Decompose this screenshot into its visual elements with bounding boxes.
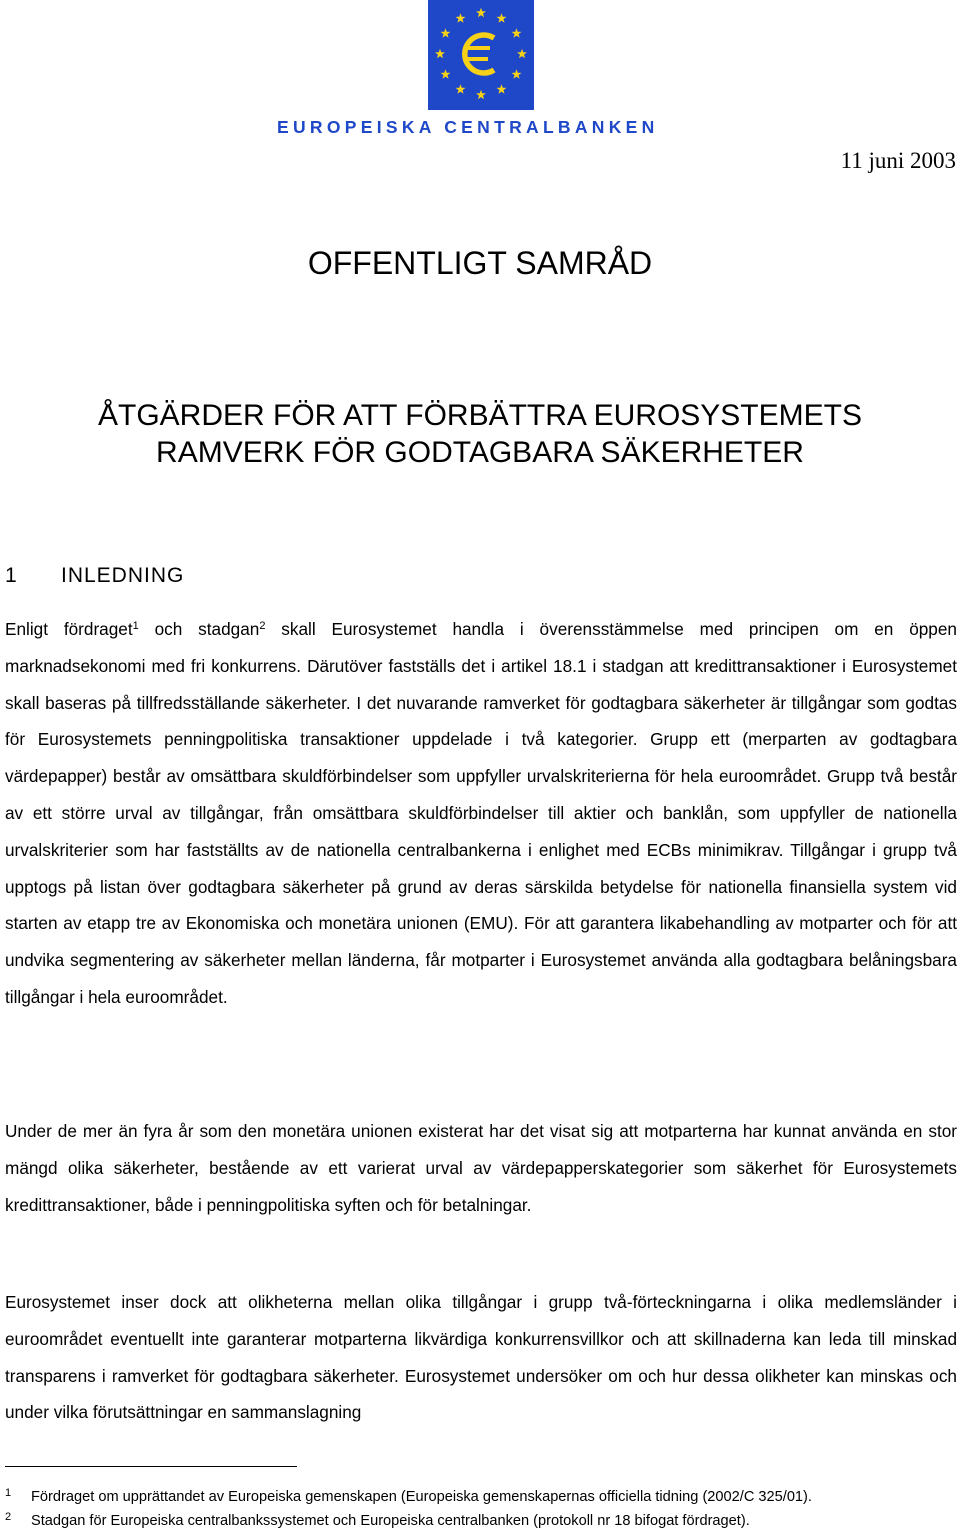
section-number: 1 bbox=[5, 564, 18, 587]
star-icon bbox=[517, 49, 527, 58]
document-title-line: ÅTGÄRDER FÖR ATT FÖRBÄTTRA EUROSYSTEMETS bbox=[98, 399, 862, 432]
footnote-number: 1 bbox=[5, 1487, 12, 1499]
bank-name: EUROPEISKA CENTRALBANKEN bbox=[277, 117, 659, 137]
section-heading bbox=[5, 564, 184, 588]
document-title bbox=[0, 397, 960, 471]
document-title-line: RAMVERK FÖR GODTAGBARA SÄKERHETER bbox=[156, 436, 804, 469]
document-date: 11 juni 2003 bbox=[840, 148, 956, 173]
star-icon bbox=[476, 90, 486, 99]
section-title: INLEDNING bbox=[61, 564, 185, 587]
footnote-ref-1[interactable]: 1 bbox=[132, 620, 139, 632]
paragraph-text: Enligt fördraget bbox=[5, 619, 133, 639]
footnote bbox=[5, 1511, 945, 1529]
paragraph-text: skall Eurosystemet handla i överensstämmelse med principen om en öppen marknadsekonomi med fri konkurrens. Därutöver fastställs det i artikel 18.1 i stadgan att kredittransaktioner i Eurosystemet skall baseras på tillfredsställande säkerheter. I det nuvarande ramverket för godtagbara säkerheter är tillgångar som godtas för Eurosystemets penningpolitiska transaktioner uppdelade i två kategorier. Grupp ett (merparten av godtagbara värdepapper) består av omsättbara skuldförbindelser som uppfyller urvalskriterierna för hela euroområdet. Grupp två består av ett större urval av tillgångar, från omsättbara skuldförbindelser till aktier och banklån, som uppfyller de nationella urvalskriterier som har fastställts av de nationella centralbankerna i enlighet med ECBs minimikrav. Tillgångar i grupp två upptogs på listan över godtagbara säkerheter på grund av deras särskilda betydelse för nationella finansiella system vid starten av etapp tre av Ekonomiska och monetära unionen (EMU). För att garantera likabehandling av motparter och för att undvika segmentering av säkerheter mellan länderna, får motparter i Eurosystemet använda alla godtagbara belåningsbara tillgångar i hela euroområdet. bbox=[5, 619, 957, 1007]
body-paragraph: Eurosystemet inser dock att olikheterna mellan olika tillgångar i grupp två-förteckningarna i olika medlemsländer i euroområdet eventuellt inte garanterar motparterna likvärdiga konkurrensvillkor och att skillnaderna kan leda till minskad transparens i ramverket för godtagbara säkerheter. Eurosystemet undersöker om och hur dessa olikheter kan minskas och under vilka förutsättningar en sammanslagning bbox=[5, 1292, 957, 1423]
star-icon bbox=[497, 84, 507, 93]
footnote-ref-2[interactable]: 2 bbox=[259, 620, 266, 632]
star-icon bbox=[435, 49, 445, 58]
star-icon bbox=[441, 69, 451, 78]
footnote bbox=[5, 1487, 945, 1505]
body-paragraph: Under de mer än fyra år som den monetära unionen existerat har det visat sig att motparterna har kunnat använda en stor mängd olika säkerheter, bestående av ett varierat urval av värdepapperskategorier som säkerhet för Eurosystemets kredittransaktioner, både i penningpolitiska syften och för betalningar. bbox=[5, 1121, 957, 1215]
document-type: OFFENTLIGT SAMRÅD bbox=[307, 245, 653, 281]
star-icon bbox=[497, 13, 507, 22]
euro-stars-emblem bbox=[428, 0, 534, 110]
star-icon bbox=[456, 84, 466, 93]
footnote-number: 2 bbox=[5, 1511, 12, 1523]
footnote-text: Fördraget om upprättandet av Europeiska gemenskapen (Europeiska gemenskapernas officiella tidning (2002/C 325/01). bbox=[31, 1489, 812, 1505]
footnote-divider bbox=[5, 1466, 297, 1467]
star-icon bbox=[476, 8, 486, 17]
footnote-text: Stadgan för Europeiska centralbankssystemet och Europeiska centralbanken (protokoll nr 18 bifogat fördraget). bbox=[31, 1513, 750, 1529]
star-icon bbox=[456, 13, 466, 22]
star-icon bbox=[512, 28, 522, 37]
star-icon bbox=[441, 28, 451, 37]
body-paragraph bbox=[5, 611, 957, 1016]
paragraph-text: och stadgan bbox=[138, 619, 260, 639]
ecb-logo-icon bbox=[428, 0, 534, 110]
star-icon bbox=[512, 69, 522, 78]
